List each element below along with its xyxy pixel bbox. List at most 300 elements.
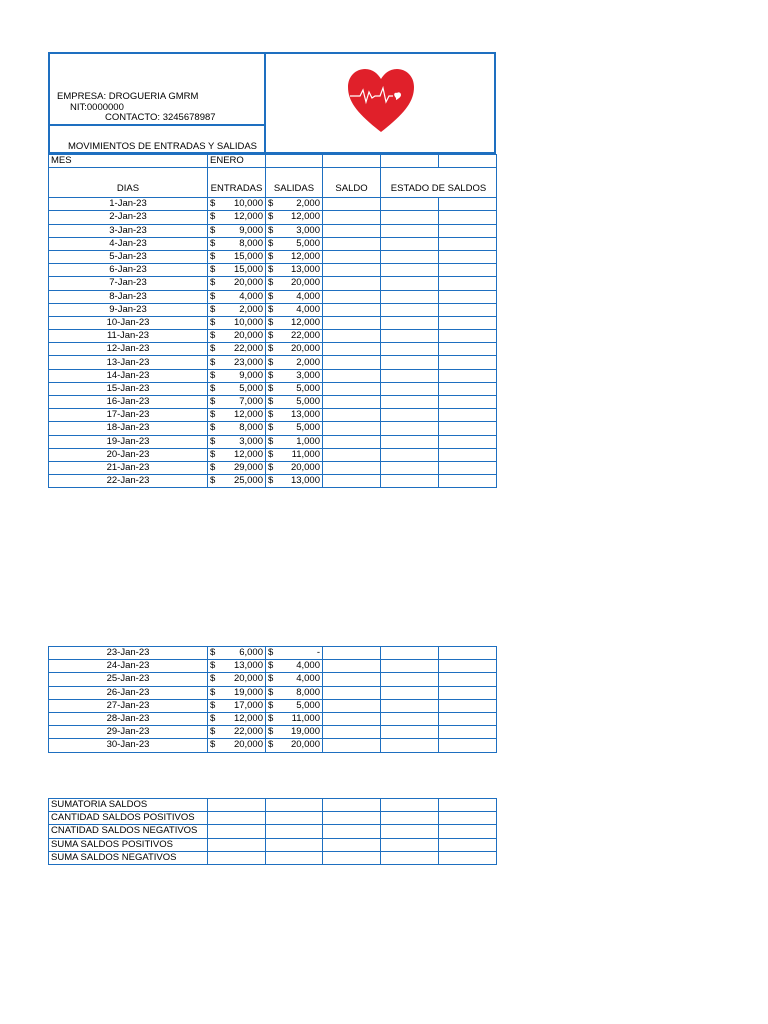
empty-cell[interactable] [323,343,381,356]
money-cell[interactable] [266,237,323,250]
empty-cell[interactable] [439,316,497,329]
empty-cell[interactable] [323,726,381,739]
empty-cell[interactable] [323,224,381,237]
empty-cell[interactable] [323,155,381,168]
amount: 5,000 [296,382,320,394]
money-cell[interactable] [208,422,266,435]
empty-cell[interactable] [208,825,266,838]
empty-cell[interactable] [381,356,439,369]
empty-cell[interactable] [266,155,323,168]
money-cell[interactable] [266,461,323,474]
money-value [210,687,263,699]
currency-symbol: $ [210,475,216,487]
empty-cell[interactable] [323,799,381,812]
empty-cell[interactable] [381,851,439,864]
empty-cell[interactable] [439,448,497,461]
currency-symbol: $ [210,316,216,328]
empty-cell[interactable] [323,647,381,660]
empty-cell[interactable] [323,330,381,343]
money-cell[interactable] [208,224,266,237]
currency-symbol: $ [210,237,216,249]
empty-cell[interactable] [323,712,381,725]
money-cell[interactable] [208,382,266,395]
sheet-title: MOVIMIENTOS DE ENTRADAS Y SALIDAS [68,141,257,152]
amount: 4,000 [296,303,320,315]
money-cell[interactable] [208,277,266,290]
empty-cell[interactable] [381,198,439,211]
money-cell[interactable] [208,264,266,277]
empty-cell[interactable] [381,448,439,461]
empty-cell[interactable] [439,303,497,316]
amount: 1,000 [296,435,320,447]
money-cell[interactable] [208,409,266,422]
currency-symbol: $ [210,435,216,447]
empty-cell[interactable] [381,812,439,825]
currency-symbol: $ [210,369,216,381]
money-cell[interactable] [208,211,266,224]
money-value [268,436,320,448]
empty-cell[interactable] [208,812,266,825]
table-row [49,264,497,277]
money-cell[interactable] [266,712,323,725]
amount: 13,000 [290,264,320,276]
currency-symbol: $ [268,699,274,711]
money-cell[interactable] [208,699,266,712]
money-cell[interactable] [266,369,323,382]
amount: 23,000 [233,356,263,368]
money-value [210,700,263,712]
money-cell[interactable] [266,475,323,488]
money-value [268,225,320,237]
empty-cell[interactable] [323,673,381,686]
money-value [268,687,320,699]
money-value [268,264,320,276]
currency-symbol: $ [210,211,216,223]
empty-cell[interactable] [381,369,439,382]
money-cell[interactable] [208,673,266,686]
amount: 22,000 [290,330,320,342]
amount: 5,000 [296,237,320,249]
empty-cell[interactable] [266,838,323,851]
currency-symbol: $ [268,290,274,302]
money-cell[interactable] [266,316,323,329]
money-cell[interactable] [208,396,266,409]
empty-cell[interactable] [439,290,497,303]
empty-cell[interactable] [323,356,381,369]
empty-cell[interactable] [439,851,497,864]
empty-cell[interactable] [439,435,497,448]
empty-cell[interactable] [323,409,381,422]
empty-cell[interactable] [323,812,381,825]
amount: 10,000 [233,198,263,210]
empty-cell[interactable] [439,198,497,211]
currency-symbol: $ [268,739,274,751]
empty-cell[interactable] [208,838,266,851]
money-value [210,383,263,395]
empty-cell[interactable] [439,155,497,168]
empty-cell[interactable] [381,330,439,343]
money-value [210,225,263,237]
amount: 17,000 [233,699,263,711]
amount: 13,000 [233,660,263,672]
money-value [210,211,263,223]
summary-label: SUMA SALDOS POSITIVOS [49,838,208,851]
money-cell[interactable] [208,475,266,488]
empty-cell[interactable] [439,726,497,739]
date-cell: 12-Jan-23 [49,343,208,356]
empty-cell[interactable] [439,250,497,263]
empty-cell[interactable] [439,739,497,752]
amount: 4,000 [239,290,263,302]
empty-cell[interactable] [439,699,497,712]
table-row [49,409,497,422]
empty-cell[interactable] [439,647,497,660]
amount: 12,000 [233,713,263,725]
table-row [49,369,497,382]
amount: 12,000 [290,211,320,223]
date-cell: 25-Jan-23 [49,673,208,686]
money-cell[interactable] [208,343,266,356]
money-value [268,251,320,263]
empty-cell[interactable] [381,726,439,739]
currency-symbol: $ [268,382,274,394]
money-cell[interactable] [266,198,323,211]
money-value [268,238,320,250]
empty-cell[interactable] [381,475,439,488]
money-value [210,660,263,672]
money-cell[interactable] [266,647,323,660]
money-value [268,357,320,369]
empty-cell[interactable] [381,461,439,474]
money-value [210,251,263,263]
empty-cell[interactable] [323,699,381,712]
empty-cell[interactable] [439,224,497,237]
empty-cell[interactable] [323,198,381,211]
empty-cell[interactable] [266,812,323,825]
currency-symbol: $ [268,435,274,447]
empty-cell[interactable] [381,237,439,250]
amount: 25,000 [233,475,263,487]
amount: 20,000 [290,739,320,751]
money-cell[interactable] [208,686,266,699]
money-value [210,726,263,738]
money-value [210,357,263,369]
money-cell[interactable] [266,448,323,461]
empty-cell[interactable] [323,369,381,382]
empty-cell[interactable] [439,422,497,435]
date-cell: 2-Jan-23 [49,211,208,224]
empty-cell[interactable] [323,382,381,395]
empty-cell[interactable] [323,396,381,409]
empty-cell[interactable] [323,211,381,224]
empty-cell[interactable] [381,343,439,356]
empty-cell[interactable] [323,739,381,752]
empty-cell[interactable] [381,382,439,395]
empty-cell[interactable] [323,461,381,474]
empty-cell[interactable] [381,396,439,409]
money-cell[interactable] [266,422,323,435]
date-cell: 24-Jan-23 [49,660,208,673]
empty-cell[interactable] [439,799,497,812]
empty-cell[interactable] [381,422,439,435]
currency-symbol: $ [210,647,216,659]
amount: 3,000 [296,224,320,236]
money-cell[interactable] [266,264,323,277]
table-row [49,686,497,699]
amount: 12,000 [233,448,263,460]
currency-symbol: $ [210,448,216,460]
date-cell: 8-Jan-23 [49,290,208,303]
amount: 4,000 [296,290,320,302]
money-cell[interactable] [208,198,266,211]
date-cell: 20-Jan-23 [49,448,208,461]
money-cell[interactable] [266,435,323,448]
money-cell[interactable] [266,673,323,686]
empty-cell[interactable] [266,851,323,864]
money-cell[interactable] [208,712,266,725]
currency-symbol: $ [268,396,274,408]
empty-cell[interactable] [323,250,381,263]
empty-cell[interactable] [439,277,497,290]
empty-cell[interactable] [439,461,497,474]
movements-table-page2 [48,646,497,753]
empty-cell[interactable] [439,356,497,369]
empty-cell[interactable] [439,475,497,488]
empty-cell[interactable] [323,237,381,250]
empty-cell[interactable] [381,799,439,812]
summary-table [48,798,497,865]
money-cell[interactable] [266,277,323,290]
money-cell[interactable] [208,250,266,263]
empty-cell[interactable] [439,825,497,838]
amount: 5,000 [296,396,320,408]
table-row [49,330,497,343]
col-entries: ENTRADAS [208,168,266,198]
amount: 5,000 [296,699,320,711]
empty-cell[interactable] [323,435,381,448]
money-cell[interactable] [208,330,266,343]
table-row [49,673,497,686]
empty-cell[interactable] [381,277,439,290]
money-cell[interactable] [208,739,266,752]
empty-cell[interactable] [439,264,497,277]
empty-cell[interactable] [381,250,439,263]
empty-cell[interactable] [323,686,381,699]
empty-cell[interactable] [439,382,497,395]
movements-table-page1 [48,154,497,488]
money-value [268,277,320,289]
table-row [49,712,497,725]
table-row [49,396,497,409]
money-cell[interactable] [266,343,323,356]
money-cell[interactable] [208,237,266,250]
empty-cell[interactable] [381,739,439,752]
money-cell[interactable] [208,461,266,474]
empty-cell[interactable] [439,660,497,673]
empty-cell[interactable] [323,475,381,488]
col-status: ESTADO DE SALDOS [381,168,497,198]
month-value[interactable]: ENERO [208,155,266,168]
empty-cell[interactable] [439,396,497,409]
currency-symbol: $ [210,290,216,302]
empty-cell[interactable] [266,825,323,838]
amount: - [316,647,320,659]
money-cell[interactable] [266,303,323,316]
money-value [268,660,320,672]
empty-cell[interactable] [381,647,439,660]
empty-cell[interactable] [381,155,439,168]
empty-cell[interactable] [381,264,439,277]
empty-cell[interactable] [323,851,381,864]
amount: 5,000 [296,422,320,434]
empty-cell[interactable] [381,224,439,237]
currency-symbol: $ [210,277,216,289]
money-cell[interactable] [208,356,266,369]
money-cell[interactable] [208,647,266,660]
empty-cell[interactable] [381,409,439,422]
rows-page2 [49,647,497,753]
table-row [49,726,497,739]
money-value [268,409,320,421]
currency-symbol: $ [268,198,274,210]
money-cell[interactable] [266,356,323,369]
empty-cell[interactable] [381,825,439,838]
empty-cell[interactable] [323,448,381,461]
empty-cell[interactable] [439,838,497,851]
empty-cell[interactable] [381,838,439,851]
empty-cell[interactable] [439,712,497,725]
empty-cell[interactable] [381,435,439,448]
money-cell[interactable] [266,250,323,263]
money-cell[interactable] [266,699,323,712]
money-value [210,396,263,408]
amount: 2,000 [239,303,263,315]
money-cell[interactable] [208,448,266,461]
amount: 20,000 [233,739,263,751]
empty-cell[interactable] [439,409,497,422]
money-value [268,317,320,329]
money-value [210,343,263,355]
empty-cell[interactable] [439,211,497,224]
empty-cell[interactable] [381,712,439,725]
money-value [210,449,263,461]
amount: 20,000 [233,330,263,342]
money-cell[interactable] [266,224,323,237]
empty-cell[interactable] [381,686,439,699]
currency-symbol: $ [210,330,216,342]
empty-cell[interactable] [323,277,381,290]
empty-cell[interactable] [208,851,266,864]
money-cell[interactable] [208,316,266,329]
money-cell[interactable] [266,739,323,752]
amount: 20,000 [290,343,320,355]
empty-cell[interactable] [439,812,497,825]
table-row [49,739,497,752]
amount: 4,000 [296,660,320,672]
date-cell: 19-Jan-23 [49,435,208,448]
currency-symbol: $ [268,237,274,249]
empty-cell[interactable] [381,673,439,686]
amount: 8,000 [239,422,263,434]
money-value [210,409,263,421]
empty-cell[interactable] [266,799,323,812]
empty-cell[interactable] [323,264,381,277]
header-left-panel [50,54,266,152]
money-cell[interactable] [266,409,323,422]
table-row [49,316,497,329]
empty-cell[interactable] [439,369,497,382]
empty-cell[interactable] [323,290,381,303]
empty-cell[interactable] [323,422,381,435]
empty-cell[interactable] [439,673,497,686]
empty-cell[interactable] [381,316,439,329]
amount: 22,000 [233,726,263,738]
money-value [268,449,320,461]
money-cell[interactable] [266,660,323,673]
summary-label: SUMA SALDOS NEGATIVOS [49,851,208,864]
money-value [268,462,320,474]
table-row [49,237,497,250]
amount: 22,000 [233,343,263,355]
empty-cell[interactable] [323,660,381,673]
empty-cell[interactable] [323,316,381,329]
money-cell[interactable] [266,726,323,739]
date-cell: 5-Jan-23 [49,250,208,263]
money-cell[interactable] [266,330,323,343]
money-cell[interactable] [208,290,266,303]
empty-cell[interactable] [381,303,439,316]
empty-cell[interactable] [439,343,497,356]
money-cell[interactable] [208,303,266,316]
empty-cell[interactable] [381,660,439,673]
empty-cell[interactable] [439,330,497,343]
amount: 4,000 [296,673,320,685]
money-value [268,647,320,659]
money-cell[interactable] [266,290,323,303]
currency-symbol: $ [268,330,274,342]
empty-cell[interactable] [323,838,381,851]
empty-cell[interactable] [208,799,266,812]
money-cell[interactable] [208,660,266,673]
amount: 20,000 [233,673,263,685]
amount: 15,000 [233,251,263,263]
summary-row [49,812,497,825]
empty-cell[interactable] [381,699,439,712]
money-cell[interactable] [266,211,323,224]
table-row [49,290,497,303]
empty-cell[interactable] [323,303,381,316]
amount: 2,000 [296,356,320,368]
empty-cell[interactable] [439,237,497,250]
amount: 12,000 [233,409,263,421]
money-cell[interactable] [208,726,266,739]
date-cell: 11-Jan-23 [49,330,208,343]
money-cell[interactable] [266,396,323,409]
money-cell[interactable] [208,369,266,382]
money-cell[interactable] [266,686,323,699]
empty-cell[interactable] [439,686,497,699]
amount: 20,000 [290,277,320,289]
amount: 12,000 [233,211,263,223]
currency-symbol: $ [268,713,274,725]
money-cell[interactable] [266,382,323,395]
empty-cell[interactable] [381,290,439,303]
empty-cell[interactable] [323,825,381,838]
amount: 29,000 [233,462,263,474]
money-value [210,713,263,725]
money-cell[interactable] [208,435,266,448]
empty-cell[interactable] [381,211,439,224]
